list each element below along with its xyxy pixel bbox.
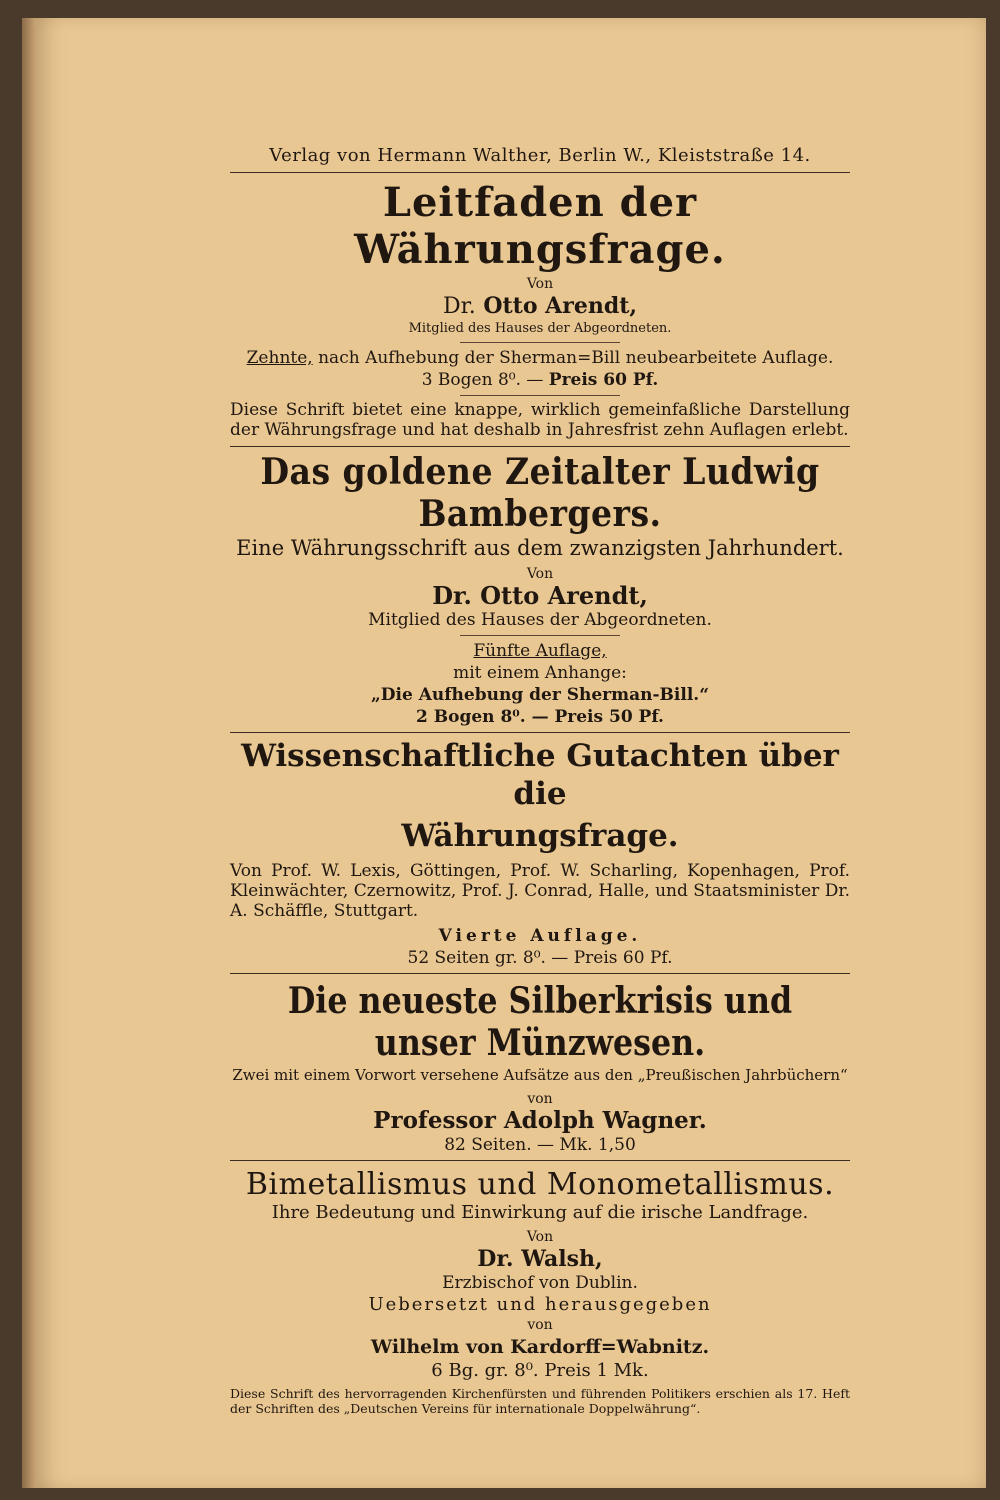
book1-edition: [230, 347, 850, 369]
book1-description: Diese Schrift bietet eine knappe, wirklich gemeinfaßliche Darstellung der Währungsfrage und hat deshalb in Jahresfrist zehn Auflagen erlebt.: [230, 400, 850, 440]
book5-subtitle: Ihre Bedeutung und Einwirkung auf die irische Landfrage.: [271, 1202, 809, 1223]
divider: [230, 1160, 850, 1161]
divider: [230, 446, 850, 447]
book3-section: [230, 737, 850, 969]
page-content: [230, 145, 850, 1416]
book3-title-line1: Wissenschaftliche Gutachten über die: [241, 738, 839, 812]
book5-extent-price: 6 Bg. gr. 8⁰. Preis 1 Mk.: [431, 1360, 649, 1381]
divider-short: [460, 635, 620, 636]
book5-author: Dr. Walsh,: [477, 1246, 603, 1272]
book1-edition-underlined: Zehnte,: [246, 348, 313, 368]
book5-title: Bimetallismus und Monometallismus.: [245, 1167, 835, 1202]
divider: [230, 172, 850, 173]
book4-title: Die neueste Silberkrisis und unser Münzwesen.: [287, 980, 793, 1064]
book3-extent-price: 52 Seiten gr. 8⁰. — Preis 60 Pf.: [407, 948, 673, 968]
book1-extent-price: [230, 369, 850, 391]
divider-short: [460, 342, 620, 343]
book5-translator: Wilhelm von Kardorff=Wabnitz.: [370, 1336, 710, 1358]
book-spine: [22, 18, 36, 1488]
book1-member: Mitglied des Hauses der Abgeordneten.: [408, 321, 672, 336]
publisher-header: Verlag von Hermann Walther, Berlin W., Kleiststraße 14.: [269, 145, 811, 166]
book2-title: Das goldene Zeitalter Ludwig Bambergers.: [260, 451, 820, 535]
book1-edition-rest: nach Aufhebung der Sherman=Bill neubearbeitete Auflage.: [312, 348, 834, 368]
book2-extent-price: 2 Bogen 8⁰. — Preis 50 Pf.: [416, 707, 664, 727]
book2-member: Mitglied des Hauses der Abgeordneten.: [368, 610, 712, 630]
book2-appendix-title: „Die Aufhebung der Sherman-Bill.“: [370, 685, 709, 705]
book4-subtitle: Zwei mit einem Vorwort versehene Aufsätze aus den „Preußischen Jahrbüchern“: [232, 1066, 848, 1084]
book2-edition: Fünfte Auflage,: [473, 641, 607, 661]
book5-note: Diese Schrift des hervorragenden Kirchenfürsten und führenden Politikers erschien als 17. Heft der Schriften des „Deutschen Vereins für internationale Doppelwährung“.: [230, 1386, 850, 1416]
book4-section: [230, 980, 850, 1156]
book1-author-name: Otto Arendt,: [483, 293, 638, 319]
book1-title: Leitfaden der Währungsfrage.: [354, 179, 726, 273]
divider-short: [460, 395, 620, 396]
book5-author-title: Erzbischof von Dublin.: [442, 1273, 638, 1293]
book1-price: Preis 60 Pf.: [548, 370, 659, 390]
book4-author: Professor Adolph Wagner.: [373, 1107, 707, 1134]
book5-translated: Uebersetzt und herausgegeben: [368, 1294, 712, 1315]
book5-von2: von: [527, 1317, 553, 1333]
book1-section: [230, 179, 850, 440]
divider: [230, 973, 850, 974]
book2-section: [230, 451, 850, 728]
book1-extent: 3 Bogen 8⁰. —: [421, 370, 549, 390]
book2-author: Dr. Otto Arendt,: [432, 581, 648, 610]
book1-von: Von: [526, 276, 554, 292]
book1-author-prefix: Dr.: [442, 294, 476, 319]
divider: [230, 732, 850, 733]
book1-author: [230, 293, 850, 320]
book4-von: von: [527, 1091, 553, 1107]
book5-von: Von: [526, 1229, 554, 1245]
book2-appendix-intro: mit einem Anhange:: [453, 663, 627, 683]
book2-von: Von: [526, 566, 554, 582]
book3-authors: Von Prof. W. Lexis, Göttingen, Prof. W. Scharling, Kopenhagen, Prof. Kleinwächter, Czernowitz, Prof. J. Conrad, Halle, und Staatsminister Dr. A. Schäffle, Stuttgart.: [230, 861, 850, 921]
book3-title-line2: Währungsfrage.: [401, 818, 679, 854]
book3-edition: Vierte Auflage.: [438, 926, 642, 946]
book2-subtitle: Eine Währungsschrift aus dem zwanzigsten Jahrhundert.: [236, 536, 844, 560]
book4-extent-price: 82 Seiten. — Mk. 1,50: [444, 1135, 636, 1155]
book5-section: [230, 1167, 850, 1416]
